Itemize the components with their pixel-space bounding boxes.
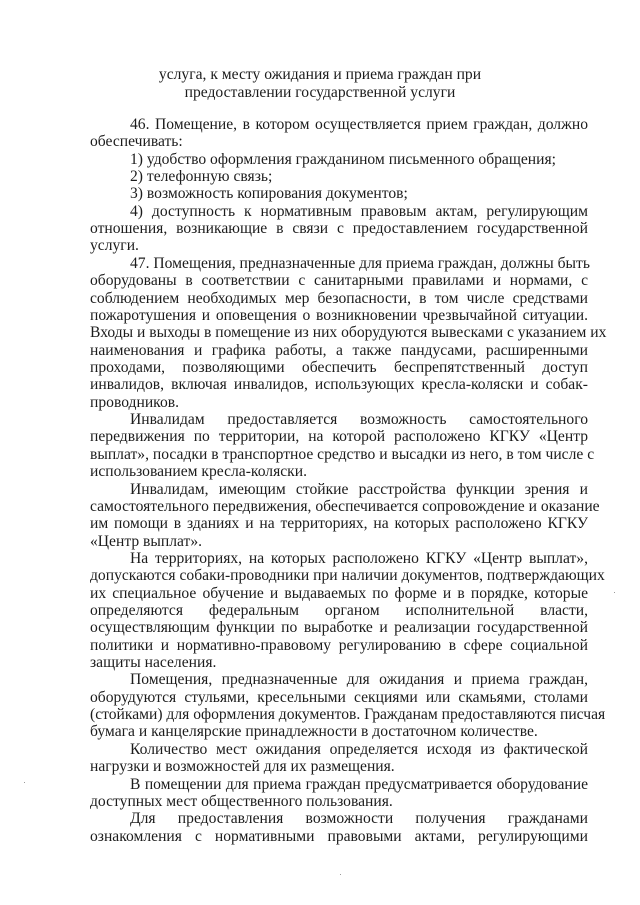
paragraph-mobility-line: Инвалидам предоставляется возможность самостоятельного [130,411,588,428]
list-item-2: 2) телефонную связь; [130,168,273,185]
scan-speck [24,782,25,783]
paragraph-guide-dogs-line: политики и нормативно-правовому регулированию в сфере социальной [90,637,588,654]
heading-line-1: услуга, к месту ожидания и приема граждан при [158,66,482,83]
list-item-4: 4) доступность к нормативным правовым актам, регулирующим [130,203,588,220]
paragraph-47-line: пожаротушения и оповещения о возникновении чрезвычайной ситуации. [90,307,588,324]
paragraph-46-line: 46. Помещение, в котором осуществляется прием граждан, должно [130,116,588,133]
paragraph-47-line: соблюдением необходимых мер безопасности, в том числе средствами [90,290,588,307]
paragraph-guide-dogs-line: их специальное обучение и выдаваемых по форме и в порядке, которые [90,585,588,602]
paragraph-escort-line: «Центр выплат». [90,533,203,550]
paragraph-furniture-line: бумага и канцелярские принадлежности в достаточном количестве. [90,723,538,740]
paragraph-guide-dogs-line: определяются федеральным органом исполнительной власти, [90,602,588,619]
paragraph-47-line: инвалидов, включая инвалидов, использующих кресла-коляски и собак- [90,376,588,393]
list-item-4-line: услуги. [90,237,139,254]
paragraph-public-places-line: доступных мест общественного пользования. [90,793,393,810]
paragraph-47-line: проводников. [90,394,180,411]
list-item-4-line: отношения, возникающие в связи с предоставлением государственной [90,220,588,237]
paragraph-waiting-places-line: нагрузки и возможностей для их размещения. [90,758,395,775]
paragraph-mobility-line: выплат», посадки в транспортное средство и высадки из него, в том числе с [90,446,595,463]
list-item-1: 1) удобство оформления гражданином письменного обращения; [130,151,556,168]
scan-speck [614,592,615,593]
paragraph-furniture-line: (стойками) для оформления документов. Гражданам предоставляются писчая [90,706,606,723]
paragraph-47-line: 47. Помещения, предназначенные для приема граждан, должны быть [130,255,590,272]
paragraph-escort-line: Инвалидам, имеющим стойкие расстройства функции зрения и [130,481,588,498]
paragraph-guide-dogs-line: допускаются собаки-проводники при наличии документов, подтверждающих [90,567,605,584]
paragraph-legal-acts-line: Для предоставления возможности получения гражданами [130,810,588,827]
paragraph-furniture-line: оборудуются стульями, кресельными секциями или скамьями, столами [90,689,588,706]
paragraph-guide-dogs-line: осуществляющим функции по выработке и реализации государственной [90,619,588,636]
paragraph-guide-dogs-line: На территориях, на которых расположено КГКУ «Центр выплат», [130,550,588,567]
paragraph-legal-acts-line: ознакомления с нормативными правовыми актами, регулирующими [90,828,588,845]
list-item-3: 3) возможность копирования документов; [130,185,408,202]
paragraph-escort-line: самостоятельного передвижения, обеспечивается сопровождение и оказание [90,498,600,515]
scan-speck [340,874,341,875]
paragraph-waiting-places-line: Количество мест ожидания определяется исходя из фактической [130,741,588,758]
paragraph-47-line: оборудованы в соответствии с санитарными правилами и нормами, с [90,272,588,289]
paragraph-escort-line: им помощи в зданиях и на территориях, на которых расположено КГКУ [90,515,588,532]
paragraph-furniture-line: Помещения, предназначенные для ожидания и приема граждан, [130,671,588,688]
paragraph-47-line: наименования и графика работы, а также пандусами, расширенными [90,342,588,359]
paragraph-46-line: обеспечивать: [90,133,183,150]
paragraph-mobility-line: передвижения по территории, на которой расположено КГКУ «Центр [90,428,588,445]
paragraph-public-places-line: В помещении для приема граждан предусматривается оборудование [130,776,588,793]
paragraph-47-line: Входы и выходы в помещение из них оборудуются вывесками с указанием их [90,324,607,341]
paragraph-guide-dogs-line: защиты населения. [90,654,217,671]
heading-line-2: предоставлении государственной услуги [184,84,456,101]
paragraph-mobility-line: использованием кресла-коляски. [90,463,307,480]
paragraph-47-line: проходами, позволяющими обеспечить беспрепятственный доступ [90,359,588,376]
